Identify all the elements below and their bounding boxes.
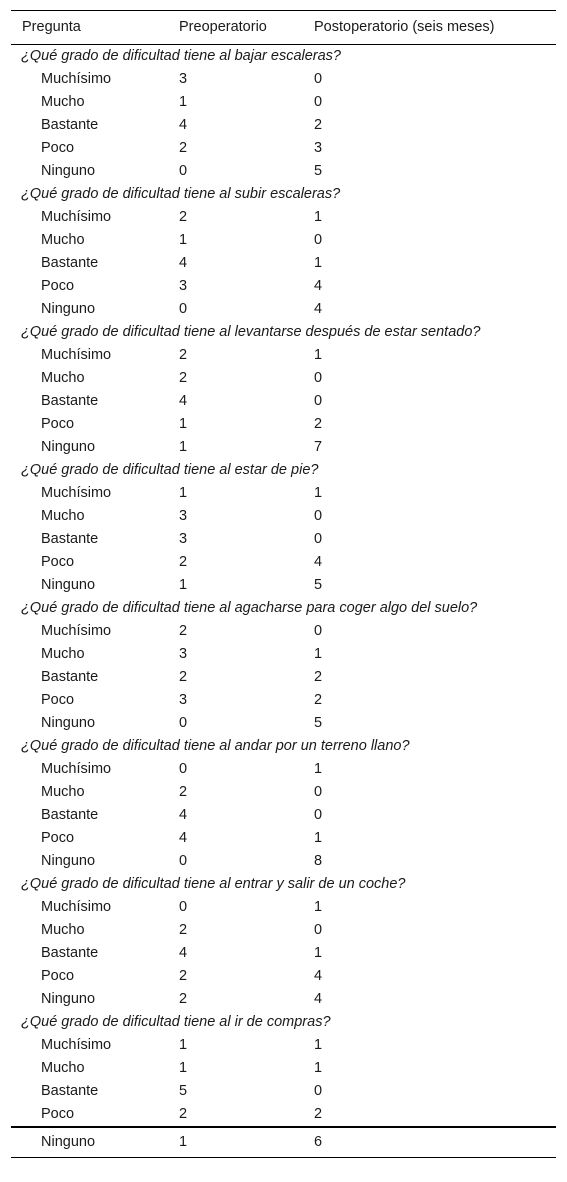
preoperatorio-cell: 3 — [179, 71, 188, 87]
preoperatorio-cell: 0 — [179, 853, 188, 869]
table-row — [11, 850, 556, 873]
preoperatorio-cell: 2 — [179, 347, 188, 363]
answer-cell: Muchísimo — [41, 485, 112, 501]
preoperatorio-cell: 0 — [179, 715, 188, 731]
answer-cell: Mucho — [41, 784, 85, 800]
table-row — [11, 390, 556, 413]
answer-cell: Ninguno — [41, 163, 96, 179]
postoperatorio-cell: 4 — [314, 991, 323, 1007]
answer-cell: Poco — [41, 830, 75, 846]
postoperatorio-cell: 1 — [314, 761, 323, 777]
table-row — [11, 804, 556, 827]
table-row — [11, 712, 556, 735]
question-text: ¿Qué grado de dificultad tiene al subir escaleras? — [21, 186, 341, 202]
answer-cell: Muchísimo — [41, 1037, 112, 1053]
postoperatorio-cell: 2 — [314, 669, 323, 685]
postoperatorio-cell: 1 — [314, 485, 323, 501]
postoperatorio-cell: 0 — [314, 370, 323, 386]
table-row — [11, 137, 556, 160]
table-row — [11, 298, 556, 321]
question-text: ¿Qué grado de dificultad tiene al estar de pie? — [21, 462, 319, 478]
table-row — [11, 436, 556, 459]
answer-cell: Muchísimo — [41, 71, 112, 87]
table-header-row — [11, 10, 556, 45]
data-table — [11, 10, 556, 1158]
table-row — [11, 91, 556, 114]
answer-cell: Mucho — [41, 1060, 85, 1076]
preoperatorio-cell: 3 — [179, 278, 188, 294]
answer-cell: Bastante — [41, 393, 99, 409]
answer-cell: Muchísimo — [41, 347, 112, 363]
answer-cell: Ninguno — [41, 1134, 96, 1150]
postoperatorio-cell: 1 — [314, 347, 323, 363]
preoperatorio-cell: 4 — [179, 255, 188, 271]
preoperatorio-cell: 1 — [179, 94, 188, 110]
table-row — [11, 689, 556, 712]
table-row — [11, 344, 556, 367]
answer-cell: Bastante — [41, 807, 99, 823]
table-row — [11, 275, 556, 298]
table-row — [11, 206, 556, 229]
preoperatorio-cell: 0 — [179, 761, 188, 777]
preoperatorio-cell: 2 — [179, 140, 188, 156]
answer-cell: Muchísimo — [41, 761, 112, 777]
header-pregunta: Pregunta — [22, 19, 81, 35]
postoperatorio-cell: 1 — [314, 1037, 323, 1053]
preoperatorio-cell: 2 — [179, 209, 188, 225]
preoperatorio-cell: 4 — [179, 830, 188, 846]
preoperatorio-cell: 2 — [179, 370, 188, 386]
postoperatorio-cell: 0 — [314, 393, 323, 409]
postoperatorio-cell: 4 — [314, 554, 323, 570]
answer-cell: Bastante — [41, 117, 99, 133]
table-row — [11, 643, 556, 666]
postoperatorio-cell: 1 — [314, 646, 323, 662]
preoperatorio-cell: 2 — [179, 784, 188, 800]
question-text: ¿Qué grado de dificultad tiene al agacharse para coger algo del suelo? — [21, 600, 478, 616]
answer-cell: Bastante — [41, 669, 99, 685]
preoperatorio-cell: 2 — [179, 968, 188, 984]
preoperatorio-cell: 3 — [179, 508, 188, 524]
answer-cell: Muchísimo — [41, 623, 112, 639]
table-row — [11, 1034, 556, 1057]
preoperatorio-cell: 4 — [179, 807, 188, 823]
table-row — [11, 505, 556, 528]
table-row — [11, 896, 556, 919]
postoperatorio-cell: 1 — [314, 899, 323, 915]
question-row — [11, 321, 556, 344]
postoperatorio-cell: 4 — [314, 278, 323, 294]
postoperatorio-cell: 0 — [314, 922, 323, 938]
question-row — [11, 45, 556, 68]
preoperatorio-cell: 5 — [179, 1083, 188, 1099]
table-row — [11, 367, 556, 390]
table-row — [11, 1126, 556, 1158]
postoperatorio-cell: 1 — [314, 945, 323, 961]
table-row — [11, 413, 556, 436]
table-row — [11, 758, 556, 781]
postoperatorio-cell: 5 — [314, 163, 323, 179]
preoperatorio-cell: 0 — [179, 899, 188, 915]
answer-cell: Muchísimo — [41, 899, 112, 915]
answer-cell: Poco — [41, 1106, 75, 1122]
table-row — [11, 1080, 556, 1103]
answer-cell: Ninguno — [41, 577, 96, 593]
preoperatorio-cell: 1 — [179, 577, 188, 593]
postoperatorio-cell: 2 — [314, 416, 323, 432]
preoperatorio-cell: 1 — [179, 485, 188, 501]
table-row — [11, 620, 556, 643]
answer-cell: Ninguno — [41, 991, 96, 1007]
answer-cell: Mucho — [41, 646, 85, 662]
table-row — [11, 551, 556, 574]
preoperatorio-cell: 2 — [179, 922, 188, 938]
question-row — [11, 735, 556, 758]
postoperatorio-cell: 7 — [314, 439, 323, 455]
table-row — [11, 827, 556, 850]
question-row — [11, 459, 556, 482]
answer-cell: Poco — [41, 692, 75, 708]
preoperatorio-cell: 3 — [179, 531, 188, 547]
postoperatorio-cell: 0 — [314, 807, 323, 823]
answer-cell: Ninguno — [41, 439, 96, 455]
postoperatorio-cell: 0 — [314, 531, 323, 547]
postoperatorio-cell: 5 — [314, 715, 323, 731]
table-row — [11, 252, 556, 275]
preoperatorio-cell: 3 — [179, 646, 188, 662]
postoperatorio-cell: 6 — [314, 1134, 323, 1150]
preoperatorio-cell: 1 — [179, 1134, 188, 1150]
preoperatorio-cell: 2 — [179, 623, 188, 639]
table-row — [11, 1103, 556, 1126]
table-row — [11, 229, 556, 252]
postoperatorio-cell: 1 — [314, 830, 323, 846]
table-row — [11, 1057, 556, 1080]
table-row — [11, 160, 556, 183]
table-row — [11, 919, 556, 942]
answer-cell: Poco — [41, 278, 75, 294]
postoperatorio-cell: 4 — [314, 968, 323, 984]
postoperatorio-cell: 0 — [314, 1083, 323, 1099]
postoperatorio-cell: 8 — [314, 853, 323, 869]
preoperatorio-cell: 1 — [179, 1037, 188, 1053]
preoperatorio-cell: 0 — [179, 163, 188, 179]
answer-cell: Ninguno — [41, 853, 96, 869]
question-row — [11, 597, 556, 620]
table-row — [11, 988, 556, 1011]
postoperatorio-cell: 2 — [314, 117, 323, 133]
answer-cell: Ninguno — [41, 715, 96, 731]
answer-cell: Mucho — [41, 922, 85, 938]
header-postoperatorio: Postoperatorio (seis meses) — [314, 19, 495, 35]
answer-cell: Mucho — [41, 232, 85, 248]
answer-cell: Poco — [41, 416, 75, 432]
postoperatorio-cell: 0 — [314, 623, 323, 639]
preoperatorio-cell: 0 — [179, 301, 188, 317]
question-row — [11, 1011, 556, 1034]
preoperatorio-cell: 1 — [179, 416, 188, 432]
answer-cell: Bastante — [41, 1083, 99, 1099]
postoperatorio-cell: 0 — [314, 232, 323, 248]
answer-cell: Poco — [41, 140, 75, 156]
postoperatorio-cell: 2 — [314, 692, 323, 708]
table-body — [11, 45, 556, 1158]
answer-cell: Mucho — [41, 508, 85, 524]
question-text: ¿Qué grado de dificultad tiene al bajar escaleras? — [21, 48, 341, 64]
postoperatorio-cell: 2 — [314, 1106, 323, 1122]
table-row — [11, 482, 556, 505]
answer-cell: Bastante — [41, 531, 99, 547]
question-text: ¿Qué grado de dificultad tiene al andar por un terreno llano? — [21, 738, 410, 754]
question-text: ¿Qué grado de dificultad tiene al levantarse después de estar sentado? — [21, 324, 481, 340]
answer-cell: Poco — [41, 968, 75, 984]
answer-cell: Mucho — [41, 94, 85, 110]
postoperatorio-cell: 1 — [314, 209, 323, 225]
table-row — [11, 965, 556, 988]
preoperatorio-cell: 4 — [179, 117, 188, 133]
question-text: ¿Qué grado de dificultad tiene al entrar y salir de un coche? — [21, 876, 406, 892]
postoperatorio-cell: 1 — [314, 255, 323, 271]
table-row — [11, 528, 556, 551]
postoperatorio-cell: 4 — [314, 301, 323, 317]
answer-cell: Bastante — [41, 945, 99, 961]
answer-cell: Mucho — [41, 370, 85, 386]
table-row — [11, 781, 556, 804]
postoperatorio-cell: 0 — [314, 508, 323, 524]
table-row — [11, 68, 556, 91]
question-row — [11, 183, 556, 206]
table-row — [11, 574, 556, 597]
preoperatorio-cell: 3 — [179, 692, 188, 708]
table-row — [11, 942, 556, 965]
table-row — [11, 114, 556, 137]
preoperatorio-cell: 1 — [179, 1060, 188, 1076]
postoperatorio-cell: 1 — [314, 1060, 323, 1076]
preoperatorio-cell: 1 — [179, 232, 188, 248]
preoperatorio-cell: 1 — [179, 439, 188, 455]
header-preoperatorio: Preoperatorio — [179, 19, 267, 35]
preoperatorio-cell: 2 — [179, 991, 188, 1007]
preoperatorio-cell: 2 — [179, 1106, 188, 1122]
preoperatorio-cell: 4 — [179, 945, 188, 961]
question-text: ¿Qué grado de dificultad tiene al ir de compras? — [21, 1014, 331, 1030]
table-row — [11, 666, 556, 689]
postoperatorio-cell: 5 — [314, 577, 323, 593]
preoperatorio-cell: 2 — [179, 669, 188, 685]
answer-cell: Poco — [41, 554, 75, 570]
answer-cell: Muchísimo — [41, 209, 112, 225]
postoperatorio-cell: 0 — [314, 784, 323, 800]
answer-cell: Bastante — [41, 255, 99, 271]
postoperatorio-cell: 0 — [314, 94, 323, 110]
question-row — [11, 873, 556, 896]
postoperatorio-cell: 3 — [314, 140, 323, 156]
postoperatorio-cell: 0 — [314, 71, 323, 87]
preoperatorio-cell: 4 — [179, 393, 188, 409]
preoperatorio-cell: 2 — [179, 554, 188, 570]
answer-cell: Ninguno — [41, 301, 96, 317]
